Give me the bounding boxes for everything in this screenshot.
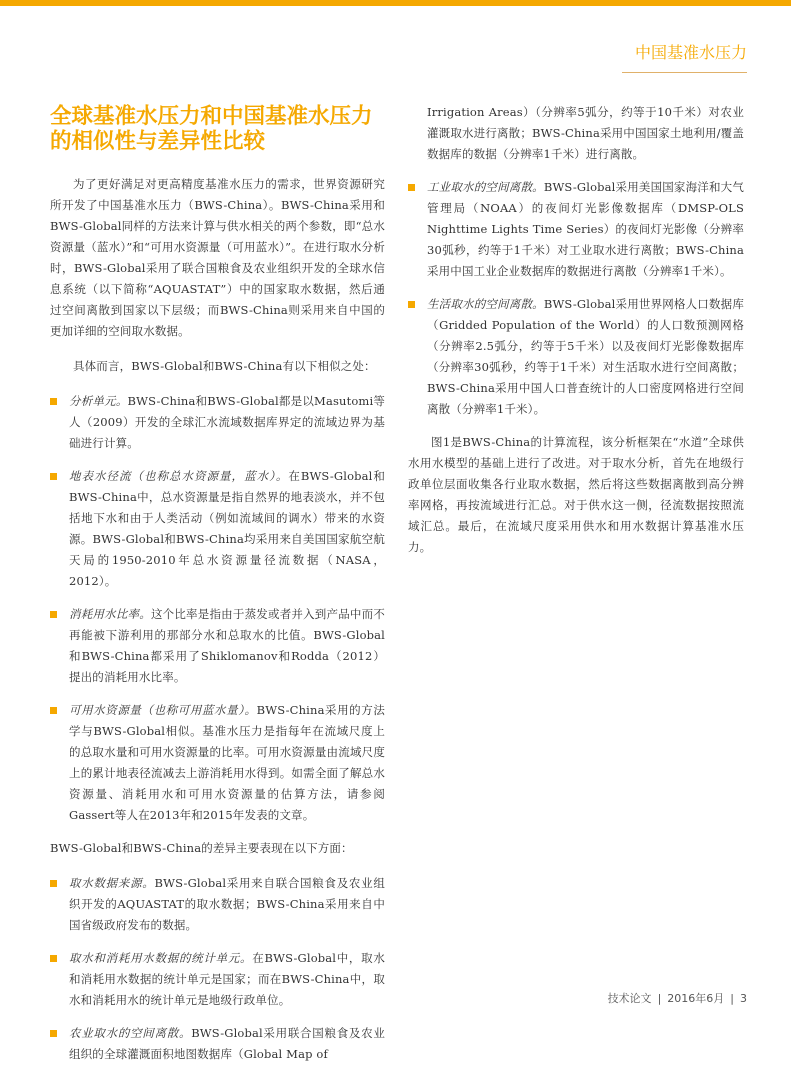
item-term: 消耗用水比率。	[69, 607, 151, 621]
workflow-paragraph: 图1是BWS-China的计算流程，该分析框架在“水道”全球供水用水模型的基础上进行了改进。对于取水分析，首先在地级行政单位层面收集各行业取水数据，然后将这些数据离散到高分辨率网格，再按流域进行汇总。对于供水这一侧，径流数据按照流域汇总。最后，在流域尺度采用供水和用水数据计算基准水压力。	[408, 435, 744, 554]
differences-lead: BWS-Global和BWS-China的差异主要表现在以下方面：	[50, 841, 353, 855]
item-term: 分析单元。	[69, 394, 128, 408]
top-accent-rule	[0, 0, 791, 6]
item-text: 在BWS-Global和BWS-China中，总水资源量是指自然界的地表淡水，并不包括地下水和由于人类活动（例如流域间的调水）带来的水资源。BWS-Global和BWS-China均采用来自美国国家航空航天局的1950-2010年总水资源量径流数据（NASA，2012）。	[69, 469, 385, 588]
bullet-square-icon	[50, 707, 57, 714]
list-item	[50, 873, 385, 936]
bullet-square-icon	[50, 1030, 57, 1037]
item-text: BWS-Global采用世界网格人口数据库（Gridded Population of the World）的人口数预测网格（分辨率2.5弧分，约等于5千米）以及夜间灯光影像数据库（分辨率30弧秒，约等于1千米）对生活取水进行空间离散；BWS-China采用中国人口普查统计的人口密度网格进行空间离散（分辨率1千米）。	[427, 297, 745, 416]
item-term: 工业取水的空间离散。	[427, 180, 544, 194]
list-item-continuation: Irrigation Areas）（分辨率5弧分，约等于10千米）对农业灌溉取水进行离散；BWS-China采用中国国家土地利用/覆盖数据库的数据（分辨率1千米）进行离散。	[427, 105, 744, 161]
list-item	[50, 700, 385, 826]
differences-list-continued	[408, 177, 744, 420]
left-column	[50, 104, 385, 1077]
list-item	[408, 294, 744, 420]
bullet-square-icon	[408, 184, 415, 191]
differences-list	[50, 873, 385, 1065]
item-text: BWS-Global采用来自联合国粮食及农业组织开发的AQUASTAT的取水数据；BWS-China采用来自中国省级政府发布的数据。	[69, 876, 385, 932]
section-title: 全球基准水压力和中国基准水压力的相似性与差异性比较	[50, 104, 373, 154]
page-footer	[608, 990, 747, 1006]
list-item	[50, 604, 385, 688]
item-text: 在BWS-Global中，取水和消耗用水数据的统计单元是国家；而在BWS-China中，取水和消耗用水的统计单元是地级行政单位。	[69, 951, 386, 1007]
bullet-square-icon	[50, 880, 57, 887]
item-term: 取水和消耗用水数据的统计单元。	[69, 951, 253, 965]
item-text: BWS-Global采用联合国粮食及农业组织的全球灌溉面积地图数据库（Global Map of	[69, 1026, 386, 1061]
right-column	[408, 102, 744, 572]
bullet-square-icon	[50, 955, 57, 962]
bullet-square-icon	[50, 398, 57, 405]
item-term: 农业取水的空间离散。	[69, 1026, 192, 1040]
list-item	[50, 466, 385, 592]
list-item	[50, 391, 385, 454]
footer-separator: |	[730, 992, 734, 1005]
page-number: 3	[740, 992, 747, 1005]
similarities-lead: 具体而言，BWS-Global和BWS-China有以下相似之处：	[73, 359, 376, 373]
item-text: BWS-China采用的方法学与BWS-Global相似。基准水压力是指每年在流域尺度上的总取水量和可用水资源量的比率。可用水资源量由流域尺度上的累计地表径流减去上游消耗用水得到。如需全面了解总水资源量、消耗用水和可用水资源量的估算方法，请参阅Gassert等人在2013年和2015年发表的文章。	[69, 703, 386, 822]
item-text: BWS-China和BWS-Global都是以Masutomi等人（2009）开发的全球汇水流域数据库界定的流域边界为基础进行计算。	[69, 394, 386, 450]
bullet-square-icon	[50, 611, 57, 618]
bullet-square-icon	[50, 473, 57, 480]
list-item	[408, 177, 744, 282]
header-divider	[622, 72, 747, 73]
footer-date: 2016年6月	[667, 992, 725, 1005]
intro-paragraph: 为了更好满足对更高精度基准水压力的需求，世界资源研究所开发了中国基准水压力（BWS-China）。BWS-China采用和BWS-Global同样的方法来计算与供水相关的两个参数，即“总水资源量（蓝水）”和“可用水资源量（可用蓝水）”。在进行取水分析时，BWS-Global采用了联合国粮食及农业组织开发的全球水信息系统（以下简称“AQUASTAT”）中的国家取水数据，然后通过空间离散到国家以下层级；而BWS-China则采用来自中国的更加详细的空间取水数据。	[50, 177, 385, 338]
item-text: BWS-Global采用美国国家海洋和大气管理局（NOAA）的夜间灯光影像数据库（DMSP-OLS Nighttime Lights Time Series）的夜间灯光影像（分辨率30弧秒，约等于1千米）对工业取水进行离散；BWS-China采用中国工业企业数据库的数据进行离散（分辨率1千米）。	[427, 180, 745, 278]
list-item	[50, 1023, 385, 1065]
bullet-square-icon	[408, 301, 415, 308]
item-text: 这个比率是指由于蒸发或者并入到产品中而不再能被下游利用的那部分水和总取水的比值。BWS-Global和BWS-China都采用了Shiklomanov和Rodda（2012）提出的消耗用水比率。	[69, 607, 385, 684]
running-header-title: 中国基准水压力	[634, 43, 747, 62]
list-item	[50, 948, 385, 1011]
similarities-list	[50, 391, 385, 826]
item-term: 生活取水的空间离散。	[427, 297, 544, 311]
item-term: 地表水径流（也称总水资源量，蓝水）。	[69, 469, 289, 483]
item-term: 可用水资源量（也称可用蓝水量）。	[69, 703, 257, 717]
footer-label: 技术论文	[607, 992, 652, 1005]
item-term: 取水数据来源。	[69, 876, 155, 890]
footer-separator: |	[657, 992, 662, 1005]
